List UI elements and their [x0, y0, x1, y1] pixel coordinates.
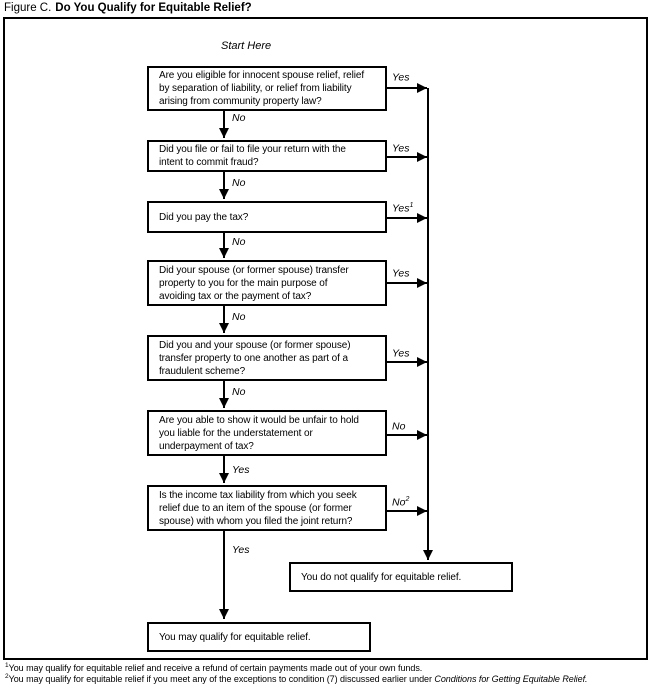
question-text-line: underpayment of tax?	[159, 440, 254, 452]
branch-label-text: Yes	[392, 347, 410, 360]
branch-label-right-1	[392, 71, 410, 84]
question-box-6	[147, 410, 387, 456]
question-box-3	[147, 201, 387, 233]
branch-label-down-4: No	[232, 311, 246, 323]
question-text-line: property to you for the main purpose of	[159, 277, 328, 289]
question-text-line: Did you and your spouse (or former spouse)	[159, 339, 351, 351]
branch-label-right-3	[392, 202, 413, 215]
question-text-line: by separation of liability, or relief from liability	[159, 83, 352, 94]
footnote-2	[5, 673, 587, 684]
question-box-5	[147, 335, 387, 381]
question-text-line: intent to commit fraud?	[159, 157, 259, 168]
branch-label-text: Yes	[392, 202, 410, 215]
branch-label-right-2	[392, 142, 410, 155]
footnote-marker: 1	[5, 662, 9, 669]
question-text-line: transfer property to one another as part of a	[159, 352, 348, 364]
branch-label-sup: 2	[405, 496, 410, 503]
branch-label-sup: 1	[409, 202, 414, 209]
branch-label-text: Yes	[392, 71, 410, 84]
footnote-text: You may qualify for equitable relief and receive a refund of certain payments made out of your own funds.	[8, 663, 423, 673]
outcome-may-qualify: You may qualify for equitable relief.	[147, 622, 371, 652]
branch-label-down-2: No	[232, 177, 246, 189]
branch-label-right-6	[392, 420, 405, 433]
question-text-line: relief due to an item of the spouse (or former	[159, 502, 352, 514]
branch-label-text: No	[392, 420, 406, 433]
branch-label-down-6: Yes	[232, 464, 250, 476]
branch-label-right-7	[392, 496, 409, 509]
footnote-marker: 2	[5, 673, 9, 680]
question-box-1	[147, 66, 387, 111]
figure-title-text: Do You Qualify for Equitable Relief?	[55, 2, 252, 14]
footnote-italic-text: Conditions for Getting Equitable Relief.	[434, 674, 588, 684]
branch-label-text: Yes	[392, 142, 410, 155]
question-box-7	[147, 485, 387, 531]
question-text-line: avoiding tax or the payment of tax?	[159, 290, 312, 302]
question-text-line: arising from community property law?	[159, 96, 322, 107]
question-text-line: Did you file or fail to file your return with the	[159, 144, 346, 155]
question-text-line: Did you pay the tax?	[159, 211, 249, 223]
branch-label-text: Yes	[392, 267, 410, 280]
footnote-text: You may qualify for equitable relief if you meet any of the exceptions to condition (7) discussed earlier under	[8, 674, 435, 684]
branch-label-down-1: No	[232, 112, 246, 124]
footnote-1	[5, 662, 422, 673]
branch-label-down-3: No	[232, 236, 246, 248]
outcome-not-qualify: You do not qualify for equitable relief.	[289, 562, 513, 592]
figure-label: Figure C.	[4, 2, 52, 14]
question-text-line: Did your spouse (or former spouse) transfer	[159, 264, 349, 276]
branch-label-right-5	[392, 347, 410, 360]
branch-label-down-5: No	[232, 386, 246, 398]
question-text-line: you liable for the understatement or	[159, 427, 313, 439]
question-text-line: Is the income tax liability from which you seek	[159, 489, 357, 501]
question-box-2	[147, 140, 387, 172]
question-box-4	[147, 260, 387, 306]
branch-label-right-4	[392, 267, 410, 280]
branch-label-down-7: Yes	[232, 544, 250, 556]
question-text-line: Are you eligible for innocent spouse relief, relief	[159, 70, 365, 81]
branch-label-text: No	[392, 496, 406, 509]
question-text-line: fraudulent scheme?	[159, 365, 246, 377]
question-text-line: Are you able to show it would be unfair to hold	[159, 414, 359, 426]
question-text-line: spouse) with whom you filed the joint return?	[159, 515, 353, 527]
start-here-label: Start Here	[221, 40, 272, 52]
